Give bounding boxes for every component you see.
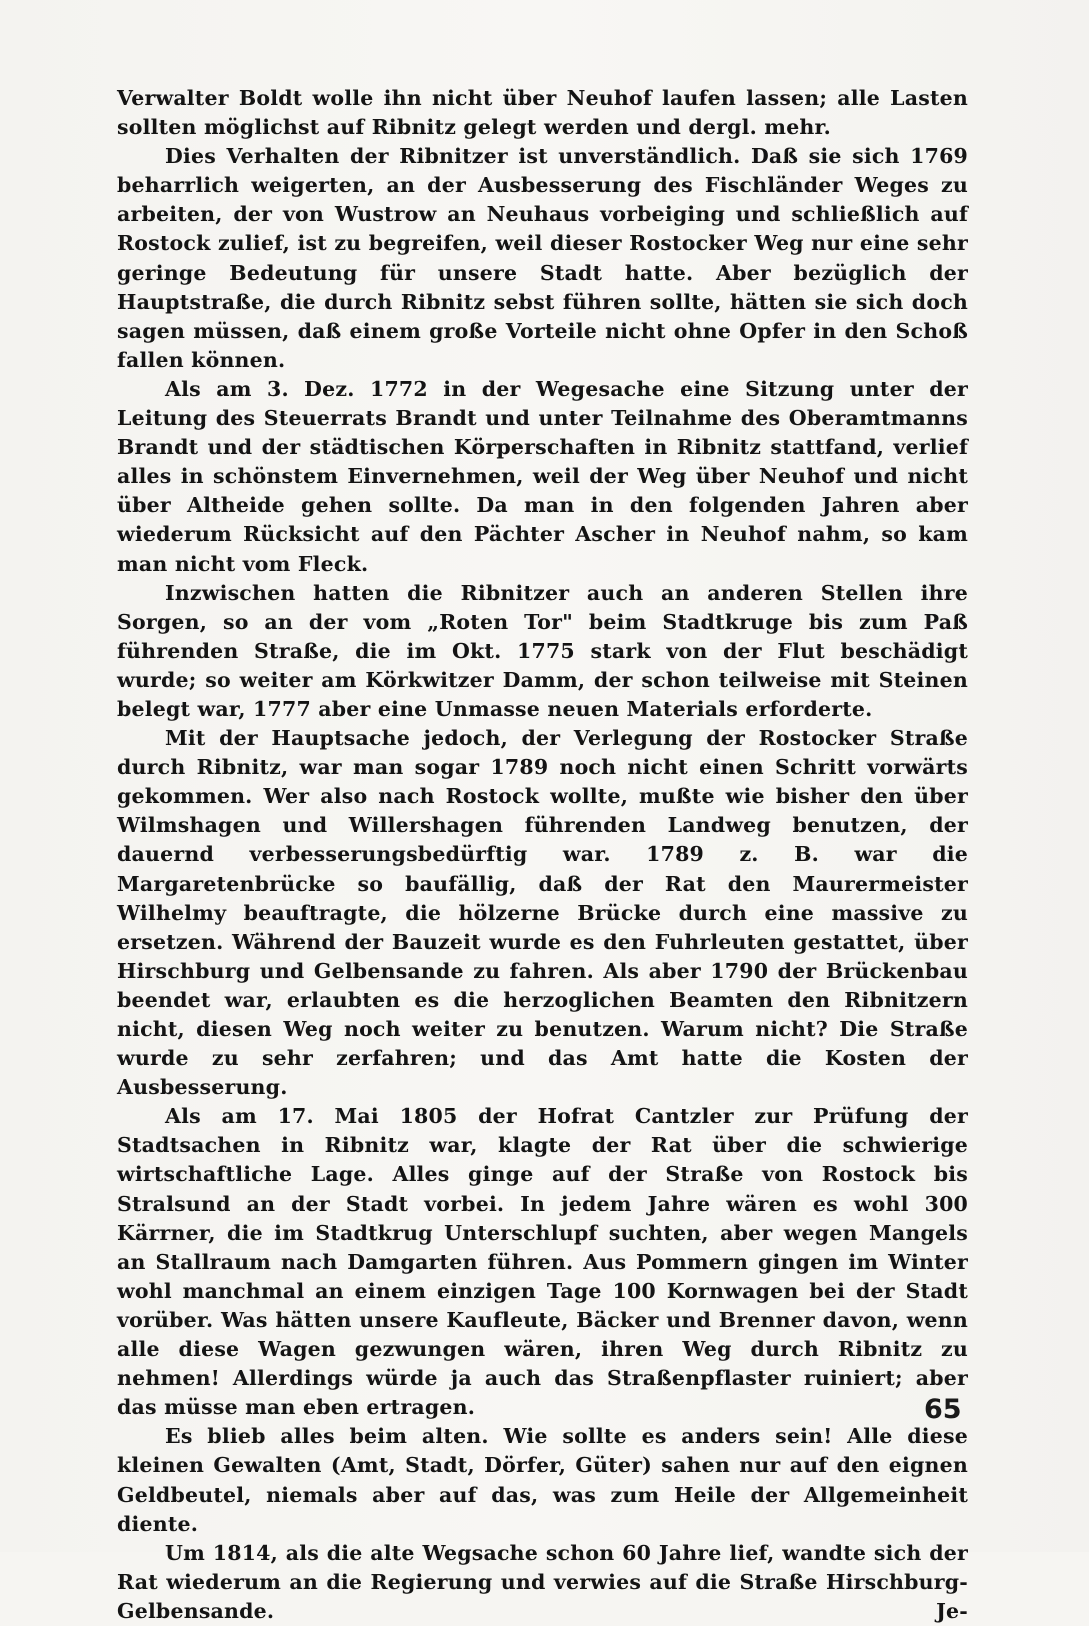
paragraph-1: Verwalter Boldt wolle ihn nicht über Neuhof laufen lassen; alle Lasten sollten möglichst auf Ribnitz gelegt werden und dergl. mehr. <box>117 86 968 140</box>
paragraph-8: Um 1814, als die alte Wegsache schon 60 Jahre lief, wandte sich der Rat wiederum an die Regierung und verwies auf die Straße Hirschburg-Gelbensande. Je- <box>117 1540 968 1623</box>
paragraph-6: Als am 17. Mai 1805 der Hofrat Cantzler zur Prüfung der Stadtsachen in Ribnitz war, klagte der Rat über die schwierige wirtschaftliche Lage. Alles ginge auf der Straße von Rostock bis Stralsund an der Stadt vorbei. In jedem Jahre wären es wohl 300 Kärrner, die im Stadtkrug Unterschlupf suchten, aber wegen Mangels an Stallraum nach Damgarten führen. Aus Pommern gingen im Winter wohl manchmal an einem einzigen Tage 100 Kornwagen bei der Stadt vorüber. Was hätten unsere Kaufleute, Bäcker und Brenner davon, wenn alle diese Wagen gezwungen wären, ihren Weg durch Ribnitz zu nehmen! Allerdings würde ja auch das Straßenpflaster ruiniert; aber das müsse man eben ertragen. <box>117 1104 968 1420</box>
body-text <box>117 84 968 1626</box>
paragraph-3: Als am 3. Dez. 1772 in der Wegesache eine Sitzung unter der Leitung des Steuerrats Brandt und unter Teilnahme des Oberamtmanns Brandt und der städtischen Körperschaften in Ribnitz stattfand, verlief alles in schönstem Einvernehmen, weil der Weg über Neuhof und nicht über Altheide gehen sollte. Da man in den folgenden Jahren aber wiederum Rücksicht auf den Pächter Ascher in Neuhof nahm, so kam man nicht vom Fleck. <box>117 376 968 576</box>
page-number: 65 <box>924 1394 962 1425</box>
paragraph-5: Mit der Hauptsache jedoch, der Verlegung der Rostocker Straße durch Ribnitz, war man sogar 1789 noch nicht einen Schritt vorwärts gekommen. Wer also nach Rostock wollte, mußte wie bisher den über Wilmshagen und Willershagen führenden Landweg benutzen, der dauernd verbesserungsbedürftig war. 1789 z. B. war die Margaretenbrücke so baufällig, daß der Rat den Maurermeister Wilhelmy beauftragte, die hölzerne Brücke durch eine massive zu ersetzen. Während der Bauzeit wurde es den Fuhrleuten gestattet, über Hirschburg und Gelbensande zu fahren. Als aber 1790 der Brückenbau beendet war, erlaubten es die herzoglichen Beamten den Ribnitzern nicht, diesen Weg noch weiter zu benutzen. Warum nicht? Die Straße wurde zu sehr zerfahren; und das Amt hatte die Kosten der Ausbesserung. <box>117 726 968 1100</box>
paragraph-7: Es blieb alles beim alten. Wie sollte es anders sein! Alle diese kleinen Gewalten (Amt, Stadt, Dörfer, Güter) sahen nur auf den eignen Geldbeutel, niemals aber auf das, was zum Heile der Allgemeinheit diente. <box>117 1424 968 1536</box>
paragraph-2: Dies Verhalten der Ribnitzer ist unverständlich. Daß sie sich 1769 beharrlich weigerten, an der Ausbesserung des Fischländer Weges zu arbeiten, der von Wustrow an Neuhaus vorbeiging und schließlich auf Rostock zulief, ist zu begreifen, weil dieser Rostocker Weg nur eine sehr geringe Bedeutung für unsere Stadt hatte. Aber bezüglich der Hauptstraße, die durch Ribnitz sebst führen sollte, hätten sie sich doch sagen müssen, daß einem große Vorteile nicht ohne Opfer in den Schoß fallen können. <box>117 144 968 372</box>
paragraph-4: Inzwischen hatten die Ribnitzer auch an anderen Stellen ihre Sorgen, so an der vom „Roten Tor" beim Stadtkruge bis zum Paß führenden Straße, die im Okt. 1775 stark von der Flut beschädigt wurde; so weiter am Körkwitzer Damm, der schon teilweise mit Steinen belegt war, 1777 aber eine Unmasse neuen Materials erforderte. <box>117 580 968 721</box>
